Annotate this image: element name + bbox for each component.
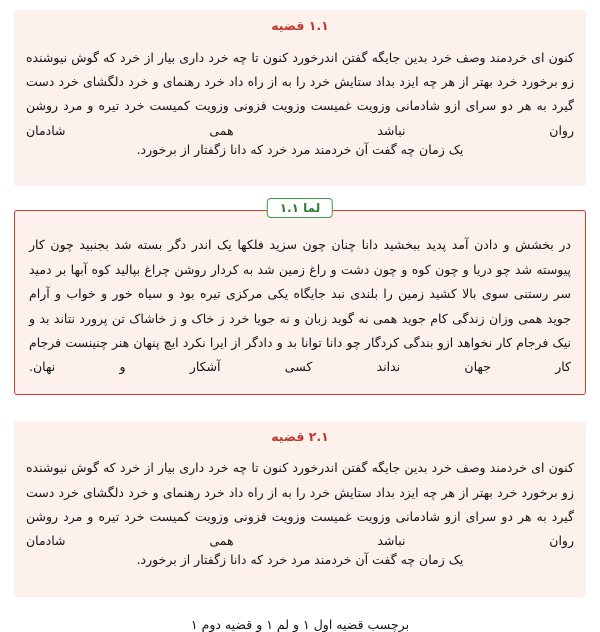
theorem-2-paragraph-last-line: یک زمان چه گفت آن خردمند مرد خرد که دانا زگفتار از برخورد. xyxy=(136,552,464,568)
theorem-block-1 xyxy=(14,10,586,186)
theorem-1-paragraph: کنون ای خردمند وصف خرد بدین جایگه گفتن اندرخورد کنون تا چه خرد داری بیار از خرد که گوش نیوشنده زو برخورد خرد بهتر از هر چه ایزد بداد ستایش خرد را به از راه داد خرد رهنمای و خرد دلگشای خرد دست گیرد به هر دو سرای ازو شادمانی وزویت غمیست وزویت فزونی وزویت کمیست خرد تیره و مرد روشن روان نباشد همی شادمان xyxy=(26,49,574,138)
theorem-2-title: ۲.۱ قضیه xyxy=(271,428,329,444)
theorem-1-title: ۱.۱ قضیه xyxy=(271,18,329,33)
lemma-block-1 xyxy=(14,201,586,394)
theorem-block-2 xyxy=(14,421,586,597)
footer-note: برچسب قضیه اول ۱ و لم ۱ و قضیه دوم ۱ xyxy=(190,617,410,632)
theorem-2-paragraph: کنون ای خردمند وصف خرد بدین جایگه گفتن اندرخورد کنون تا چه خرد داری بیار از خرد که گوش نیوشنده زو برخورد خرد بهتر از هر چه ایزد بداد ستایش خرد را به از راه داد خرد رهنمای و خرد دلگشای خرد دست گیرد به هر دو سرای ازو شادمانی وزویت غمیست وزویت فزونی وزویت کمیست خرد تیره و مرد روشن روان نباشد همی شادمان xyxy=(26,460,574,549)
lemma-1-paragraph: در بخشش و دادن آمد پدید ببخشید دانا چنان چون سزید فلکها یک اندر دگر بسته شد بجنبید چون کار پیوسته شد چو دریا و چون کوه و چون دشت و راغ زمین شد به کردار روشن چراغ بپالید کوه آبها بر دمید سر رستنی سوی بالا کشید زمین را بلندی نبد جایگاه یکی مرکزی تیره بود و سیاه خور و خواب و آرام جوید همی وزان زندگی کام جوید همی نه گوید زبان و نه جویا خرد ز خاک و ز خاشاک تن پرورد نتاند بد و نیک فرجام کار نخواهد ازو بندگی کردگار چو دانا توانا بد و دادگر از ایرا نکرد ایچ پنهان هنر چنینست فرجام کار جهان نداند کسی آشکار و نهان. xyxy=(29,237,571,375)
lemma-1-box xyxy=(14,210,586,394)
lemma-1-tab-label: لما ۱.۱ xyxy=(267,198,333,218)
theorem-1-paragraph-last-line: یک زمان چه گفت آن خردمند مرد خرد که دانا زگفتار از برخورد. xyxy=(136,141,464,157)
